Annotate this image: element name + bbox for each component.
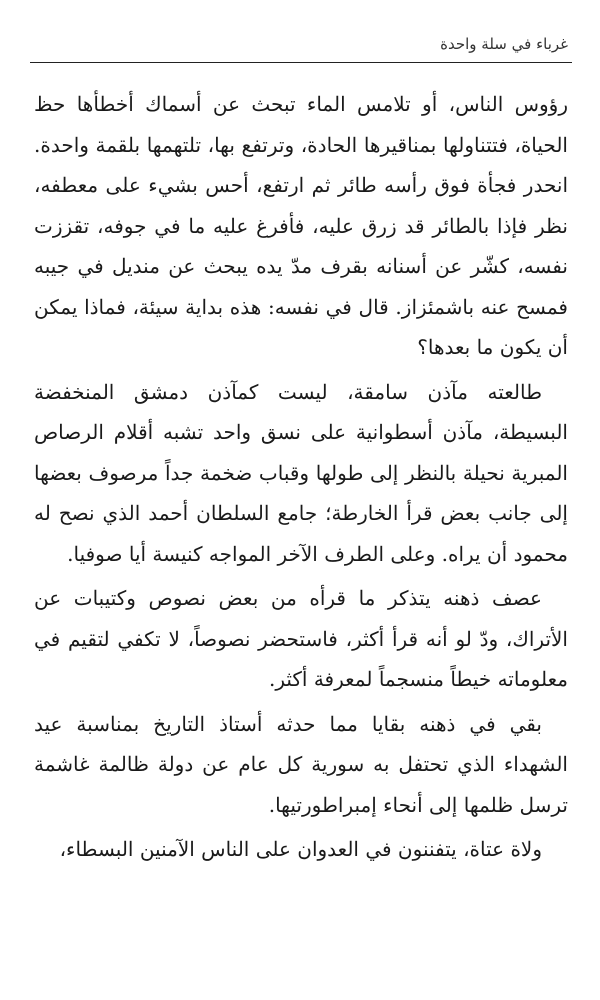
paragraph-5: ولاة عتاة، يتفننون في العدوان على الناس الآمنين البسطاء،	[59, 837, 542, 861]
header-rule	[30, 62, 572, 63]
paragraph-1: رؤوس الناس، أو تلامس الماء تبحث عن أسماك أخطأها حظ الحياة، فتتناولها بمناقيرها الحادة، وترتفع بها، تلتهمها بلقمة واحدة. انحدر فجأة فوق رأسه طائر ثم ارتفع، أحس بشيء على معطفه، نظر فإذا بالطائر قد زرق عليه، فأفرغ عليه ما في جوفه، تقززت نفسه، كشّر عن أسنانه بقرف مدّ يده يبحث عن منديل في جيبه فمسح عنه باشمئزاز. قال في نفسه: هذه بداية سيئة، فماذا يمكن أن يكون ما بعدها؟	[34, 92, 568, 359]
paragraph-3: عصف ذهنه يتذكر ما قرأه من بعض نصوص وكتيبات عن الأتراك، ودّ لو أنه قرأ أكثر، فاستحضر نصوصاً، لا تكفي لتقيم في معلوماته خيطاً منسجماً لمعرفة أكثر.	[34, 586, 568, 691]
paragraph-2: طالعته مآذن سامقة، ليست كمآذن دمشق المنخفضة البسيطة، مآذن أسطوانية على نسق واحد تشبه أقلام الرصاص المبرية نحيلة بالنظر إلى طولها وقباب ضخمة جداً مرصوف بعضها إلى جانب بعض قرأ الخارطة؛ جامع السلطان أحمد الذي نصح له محمود أن يراه. وعلى الطرف الآخر المواجه كنيسة أيا صوفيا.	[34, 379, 568, 566]
body-text	[34, 84, 568, 870]
paragraph-4: بقي في ذهنه بقايا مما حدثه أستاذ التاريخ بمناسبة عيد الشهداء الذي تحتفل به سورية كل عام عن دولة ظالمة غاشمة ترسل ظلمها إلى أنحاء إمبراطورتيها.	[34, 711, 568, 817]
running-header: غرباء في سلة واحدة	[440, 35, 568, 53]
